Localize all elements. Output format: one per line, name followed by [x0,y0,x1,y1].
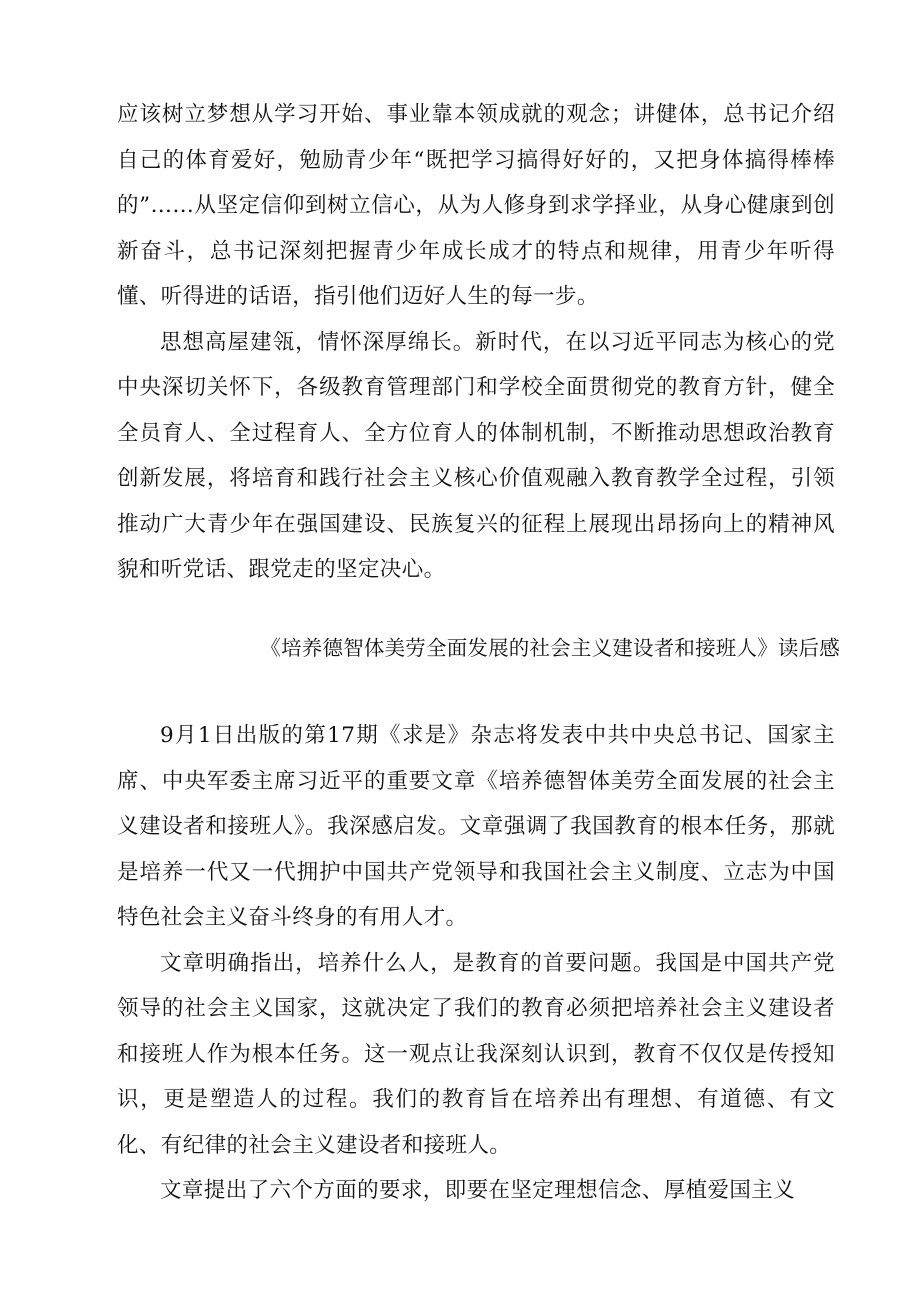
continuation-paragraph-2: 思想高屋建瓴，情怀深厚绵长。新时代，在以习近平同志为核心的党中央深切关怀下，各级教育管理部门和学校全面贯彻党的教育方针，健全全员育人、全过程育人、全方位育人的体制机制，不断推动思想政治教育创新发展，将培育和践行社会主义核心价值观融入教育教学全过程，引领推动广大青少年在强国建设、民族复兴的征程上展现出昂扬向上的精神风貌和听党话、跟党走的坚定决心。 [117,329,835,582]
continuation-section [117,92,835,593]
article-paragraph-3: 文章提出了六个方面的要求，即要在坚定理想信念、厚植爱国主义 [160,1178,796,1203]
article-title: 《培养德智体美劳全面发展的社会主义建设者和接班人》读后感 [260,636,840,660]
article-body [117,713,835,1214]
article-paragraph-2: 文章明确指出，培养什么人，是教育的首要问题。我国是中国共产党领导的社会主义国家，这就决定了我们的教育必须把培养社会主义建设者和接班人作为根本任务。这一观点让我深刻认识到，教育不仅仅是传授知识，更是塑造人的过程。我们的教育旨在培养出有理想、有道德、有文化、有纪律的社会主义建设者和接班人。 [117,950,835,1158]
continuation-paragraph-1: 应该树立梦想从学习开始、事业靠本领成就的观念；讲健体，总书记介绍自己的体育爱好，勉励青少年“既把学习搞得好好的，又把身体搞得棒棒的”……从坚定信仰到树立信心，从为人修身到求学择业，从身心健康到创新奋斗，总书记深刻把握青少年成长成才的特点和规律，用青少年听得懂、听得进的话语，指引他们迈好人生的每一步。 [117,102,835,309]
article-paragraph-1: 9月1日出版的第17期《求是》杂志将发表中共中央总书记、国家主席、中央军委主席习近平的重要文章《培养德智体美劳全面发展的社会主义建设者和接班人》。我深感启发。文章强调了我国教育的根本任务，那就是培养一代又一代拥护中国共产党领导和我国社会主义制度、立志为中国特色社会主义奋斗终身的有用人才。 [117,723,835,930]
